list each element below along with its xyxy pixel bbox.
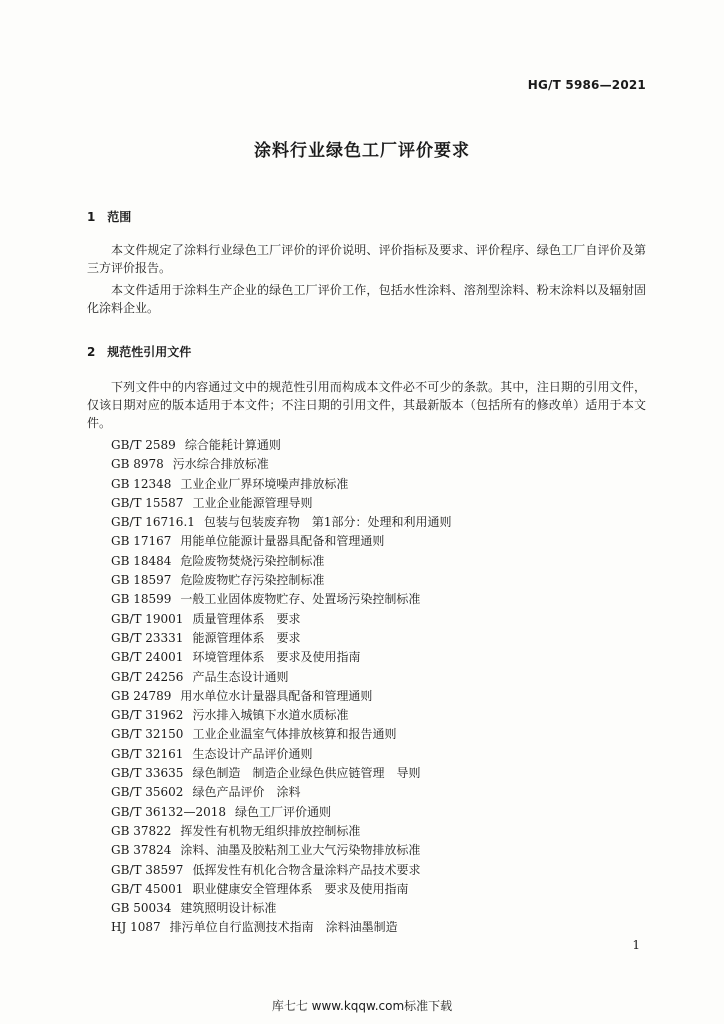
footer-watermark: 库七七 www.kqqw.com标准下载 xyxy=(271,999,453,1013)
reference-item xyxy=(111,668,452,687)
reference-name: 工业企业温室气体排放核算和报告通则 xyxy=(192,727,397,742)
reference-code: GB 37824 xyxy=(111,843,172,858)
reference-item xyxy=(111,571,452,590)
reference-name: 职业健康安全管理体系 要求及使用指南 xyxy=(192,881,409,896)
reference-name: 生态设计产品评价通则 xyxy=(192,746,313,761)
reference-item xyxy=(111,629,452,648)
reference-item xyxy=(111,590,452,609)
reference-code: GB 50034 xyxy=(111,901,172,916)
standard-code: HG/T 5986—2021 xyxy=(527,78,646,92)
section-number: 2 xyxy=(87,345,96,359)
reference-item xyxy=(111,494,452,513)
reference-name: 综合能耗计算通则 xyxy=(184,438,281,452)
section-title: 规范性引用文件 xyxy=(107,345,192,359)
reference-name: 绿色制造 制造企业绿色供应链管理 导则 xyxy=(192,766,421,781)
reference-code: GB/T 23331 xyxy=(111,630,184,645)
reference-item xyxy=(111,745,452,764)
reference-item xyxy=(111,841,452,860)
reference-item xyxy=(111,610,452,629)
reference-name: 污水排入城镇下水道水质标准 xyxy=(192,708,349,723)
section-heading-normative-references xyxy=(87,343,191,360)
reference-item xyxy=(111,455,452,474)
reference-item xyxy=(111,899,452,918)
reference-item xyxy=(111,822,452,841)
document-title: 涂料行业绿色工厂评价要求 xyxy=(254,141,470,161)
reference-name: 挥发性有机物无组织排放控制标准 xyxy=(180,823,361,838)
scope-paragraph-1: 本文件规定了涂料行业绿色工厂评价的评价说明、评价指标及要求、评价程序、绿色工厂自评价及第三方评价报告。 xyxy=(87,243,646,275)
reference-code: GB/T 32161 xyxy=(111,746,184,761)
section-heading-scope xyxy=(87,208,131,225)
reference-item xyxy=(111,783,452,802)
reference-code: GB 18599 xyxy=(111,592,172,607)
reference-item xyxy=(111,687,452,706)
reference-item xyxy=(111,918,452,937)
reference-code: GB/T 32150 xyxy=(111,727,184,742)
reference-name: 低挥发性有机化合物含量涂料产品技术要求 xyxy=(192,862,421,877)
reference-code: GB 18484 xyxy=(111,553,172,568)
reference-item xyxy=(111,764,452,783)
reference-code: GB/T 33635 xyxy=(111,766,184,781)
reference-item xyxy=(111,706,452,725)
reference-code: GB 37822 xyxy=(111,823,172,838)
reference-name: 包装与包装废弃物 第1部分：处理和利用通则 xyxy=(203,515,452,530)
reference-code: GB 12348 xyxy=(111,476,172,491)
reference-item xyxy=(111,436,452,455)
reference-code: GB/T 15587 xyxy=(111,495,184,510)
reference-item xyxy=(111,513,452,532)
reference-item xyxy=(111,725,452,744)
reference-code: GB/T 24001 xyxy=(111,650,184,665)
reference-name: 危险废物焚烧污染控制标准 xyxy=(180,553,325,568)
reference-name: 一般工业固体废物贮存、处置场污染控制标准 xyxy=(180,592,421,607)
reference-name: 能源管理体系 要求 xyxy=(192,630,301,645)
section-number: 1 xyxy=(87,210,96,224)
reference-code: GB 18597 xyxy=(111,573,172,588)
reference-item xyxy=(111,803,452,822)
reference-code: GB 8978 xyxy=(111,457,164,472)
reference-code: GB/T 36132—2018 xyxy=(111,804,226,819)
reference-name: 污水综合排放标准 xyxy=(172,457,269,472)
reference-item xyxy=(111,552,452,571)
page-number: 1 xyxy=(632,938,640,952)
reference-item xyxy=(111,861,452,880)
reference-code: GB/T 19001 xyxy=(111,611,184,626)
reference-code: GB/T 16716.1 xyxy=(111,515,195,530)
reference-name: 工业企业能源管理导则 xyxy=(192,495,313,510)
reference-name: 危险废物贮存污染控制标准 xyxy=(180,573,325,588)
reference-item xyxy=(111,880,452,899)
reference-name: 环境管理体系 要求及使用指南 xyxy=(192,650,361,665)
reference-code: GB/T 35602 xyxy=(111,785,184,800)
reference-name: 建筑照明设计标准 xyxy=(180,901,277,916)
reference-code: GB 17167 xyxy=(111,534,172,549)
reference-code: GB/T 31962 xyxy=(111,708,184,723)
reference-name: 绿色工厂评价通则 xyxy=(234,804,331,819)
reference-name: 排污单位自行监测技术指南 涂料油墨制造 xyxy=(169,920,398,935)
section-title: 范围 xyxy=(107,210,132,224)
reference-item xyxy=(111,475,452,494)
reference-name: 用水单位水计量器具配备和管理通则 xyxy=(180,688,373,703)
references-intro-paragraph: 下列文件中的内容通过文中的规范性引用而构成本文件必不可少的条款。其中，注日期的引用文件，仅该日期对应的版本适用于本文件；不注日期的引用文件，其最新版本（包括所有的修改单）适用于本文件。 xyxy=(87,380,646,430)
reference-list xyxy=(111,436,452,938)
reference-code: GB/T 38597 xyxy=(111,862,184,877)
reference-name: 质量管理体系 要求 xyxy=(192,611,301,626)
reference-item xyxy=(111,532,452,551)
reference-name: 涂料、油墨及胶粘剂工业大气污染物排放标准 xyxy=(180,843,421,858)
reference-name: 用能单位能源计量器具配备和管理通则 xyxy=(180,534,385,549)
scope-paragraph-2: 本文件适用于涂料生产企业的绿色工厂评价工作，包括水性涂料、溶剂型涂料、粉末涂料以及辐射固化涂料企业。 xyxy=(87,283,646,315)
reference-code: GB 24789 xyxy=(111,688,172,703)
reference-item xyxy=(111,648,452,667)
reference-code: GB/T 45001 xyxy=(111,881,184,896)
reference-name: 工业企业厂界环境噪声排放标准 xyxy=(180,476,349,491)
reference-name: 产品生态设计通则 xyxy=(192,669,289,684)
reference-code: GB/T 24256 xyxy=(111,669,184,684)
reference-code: HJ 1087 xyxy=(111,920,161,935)
reference-name: 绿色产品评价 涂料 xyxy=(192,785,301,800)
reference-code: GB/T 2589 xyxy=(111,438,176,452)
